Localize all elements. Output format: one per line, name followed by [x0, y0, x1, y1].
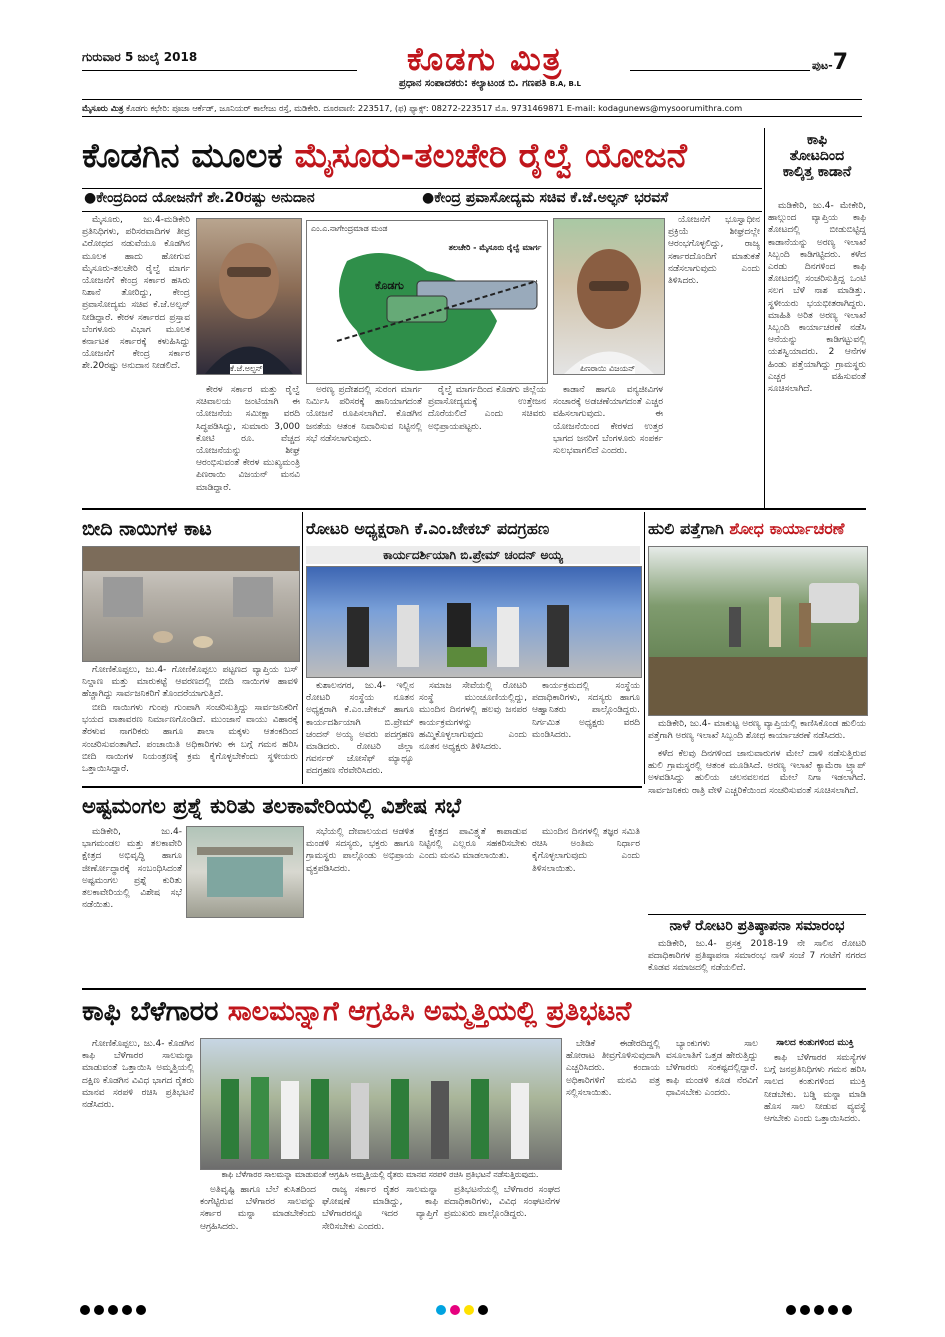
editor-line [355, 78, 625, 89]
page-number: 7 [832, 50, 849, 75]
coffee-col-1: ಗೋಣಿಕೊಪ್ಪಲು, ಜು.4- ಕೊಡಗಿನ ಕಾಫಿ ಬೆಳೆಗಾರರ ಸಾಲಮನ್ನಾ ಮಾಡುವಂತೆ ಒತ್ತಾಯಿಸಿ ಅಮ್ಮತ್ತಿಯಲ್ಲಿ ದಕ್ಷಿಣ ಕೊಡಗಿನ ವಿವಿಧ ಭಾಗದ ರೈತರು ಮಾನವ ಸರಪಳಿ ರಚಿಸಿ ಪ್ರತಿಭಟನೆ ನಡೆಸಿದರು. [82, 1039, 194, 1111]
tiger-search-photo-icon [649, 547, 867, 715]
sidebar-title-2: ತೋಟದಿಂದ [789, 148, 845, 164]
lead-photo-cm-caption: ಪಿಣರಾಯಿ ವಿಜಯನ್ [580, 364, 636, 373]
coffee-col-3: ರಾಜ್ಯ ಸರ್ಕಾರ ರೈತರ ಸಾಲಮನ್ನಾ ಘೋಷಣೆ ಮಾಡಿದ್ದು, ಕಾಫಿ ಬೆಳೆಗಾರರನ್ನೂ ಇದರ ವ್ಯಾಪ್ತಿಗೆ ಸೇರಿಸಬೇಕು ಎಂದರು. [322, 1185, 438, 1232]
tiger-photo [648, 546, 868, 716]
rule-after-row2 [82, 786, 642, 788]
ashtamangala-col-1: ಮಡಿಕೇರಿ, ಜು.4- ಭಾಗಮಂಡಲ ಮತ್ತು ತಲಕಾವೇರಿ ಕ್ಷೇತ್ರದ ಅಭಿವೃದ್ಧಿ ಹಾಗೂ ಜೀರ್ಣೋದ್ಧಾರಕ್ಕೆ ಸಂಬಂಧಿಸಿದಂತೆ ಅಷ್ಟಮಂಗಲ ಪ್ರಶ್ನೆ ಕುರಿತು ತಲಕಾವೇರಿಯಲ್ಲಿ ವಿಶೇಷ ಸಭೆ ನಡೆಯಿತು. [82, 827, 182, 911]
coffee-col-6: ಬ್ಯಾಂಕುಗಳು ಸಾಲ ವಸೂಲಾತಿಗೆ ಒತ್ತಡ ಹೇರುತ್ತಿದ್ದು ಬೆಳೆಗಾರರು ಸಂಕಷ್ಟದಲ್ಲಿದ್ದಾರೆ. ಕಾಫಿ ಮಂಡಳಿ ಕೂಡ ನೆರವಿಗೆ ಧಾವಿಸಬೇಕು ಎಂದರು. [666, 1039, 758, 1098]
registration-marks-right [786, 1300, 856, 1319]
cm-portrait-icon [554, 219, 664, 374]
ashtamangala-headline: ಅಷ್ಟಮಂಗಲ ಪ್ರಶ್ನೆ ಕುರಿತು ತಲಕಾವೇರಿಯಲ್ಲಿ ವಿಶೇಷ ಸಭೆ [82, 794, 462, 818]
coffee-col-7-head: ಸಾಲದ ಕಂತುಗಳಿಂದ ಮುಕ್ತಿ [776, 1038, 854, 1048]
dogs-photo-icon [83, 547, 299, 661]
paper-name: ಕೊಡಗು ಮಿತ್ರ [406, 40, 563, 78]
map-label-top: ಎಂ.ಎ.ನಾಗೇಂದ್ರಮಾಡ ಮಂಡ [311, 224, 388, 233]
rotary-col-2: ಸಮಾಜ ಸೇವೆಯಲ್ಲಿ ರೋಟರಿ ಸಂಸ್ಥೆ ಮುಂಚೂಣಿಯಲ್ಲಿದ್ದು, ಮುಂದಿನ ದಿನಗಳಲ್ಲಿ ಹಲವು ಜನಪರ ಕಾರ್ಯಕ್ರಮಗಳನ್ನು ಹಮ್ಮಿಕೊಳ್ಳಲಾಗುವುದು ಎಂದು ನೂತನ ಅಧ್ಯಕ್ಷರು ತಿಳಿಸಿದರು. [419, 681, 527, 753]
dogs-caption: ಗೋಣಿಕೊಪ್ಪಲು, ಜು.4- ಗೋಣಿಕೊಪ್ಪಲು ಪಟ್ಟಣದ ವ್ಯಾಪ್ತಿಯ ಬಸ್ ನಿಲ್ದಾಣ ಮತ್ತು ಮಾರುಕಟ್ಟೆ ಆವರಣದಲ್ಲಿ ಬೀದಿ ನಾಯಿಗಳ ಹಾವಳಿ ಹೆಚ್ಚಾಗಿದ್ದು ಸಾರ್ವಜನಿಕರಿಗೆ ತೊಂದರೆಯಾಗುತ್ತಿದೆ. [82, 665, 298, 700]
sidebar-title-3: ಕಾಲ್ಕಿತ್ತ ಕಾಡಾನೆ [782, 164, 852, 180]
registration-marks-center [436, 1300, 492, 1319]
address-bar [82, 99, 862, 117]
coffee-col-2: ಅತಿವೃಷ್ಟಿ ಹಾಗೂ ಬೆಲೆ ಕುಸಿತದಿಂದ ಕಂಗೆಟ್ಟಿರುವ ಬೆಳೆಗಾರರ ಸಾಲವನ್ನು ಸರ್ಕಾರ ಮನ್ನಾ ಮಾಡಬೇಕೆಂದು ಆಗ್ರಹಿಸಿದರು. [200, 1185, 316, 1232]
lead-col-2: ಕೇರಳ ಸರ್ಕಾರ ಮತ್ತು ರೈಲ್ವೆ ಸಚಿವಾಲಯ ಜಂಟಿಯಾಗಿ ಈ ಯೋಜನೆಯ ಸಮೀಕ್ಷಾ ವರದಿ ಸಿದ್ಧಪಡಿಸಿದ್ದು, ಸುಮಾರು 3,000 ಕೋಟಿ ರೂ. ವೆಚ್ಚದ ಯೋಜನೆಯನ್ನು ಶೀಘ್ರ ಆರಂಭಿಸುವಂತೆ ಕೇರಳ ಮುಖ್ಯಮಂತ್ರಿ ಪಿಣರಾಯಿ ವಿಜಯನ್ ಮನವಿ ಮಾಡಿದ್ದಾರೆ. [196, 385, 300, 493]
sidebar-body: ಮಡಿಕೇರಿ, ಜು.4- ಮೇಕೇರಿ, ಹಾಲ್ಗುಂದ ವ್ಯಾಪ್ತಿಯ ಕಾಫಿ ತೋಟದಲ್ಲಿ ಬೀಡುಬಿಟ್ಟಿದ್ದ ಕಾಡಾನೆಯನ್ನು ಅರಣ್ಯ ಇಲಾಖೆ ಸಿಬ್ಬಂದಿ ಕಾಡಿಗಟ್ಟಿದರು. ಕಳೆದ ಎರಡು ದಿನಗಳಿಂದ ಕಾಫಿ ತೋಟದಲ್ಲಿ ಸಂಚರಿಸುತ್ತಿದ್ದ ಒಂಟಿ ಸಲಗ ಬೆಳೆ ನಾಶ ಮಾಡಿತ್ತು. ಸ್ಥಳೀಯರು ಭಯಭೀತರಾಗಿದ್ದರು. ಮಾಹಿತಿ ಅರಿತ ಅರಣ್ಯ ಇಲಾಖೆ ಸಿಬ್ಬಂದಿ ಕಾರ್ಯಾಚರಣೆ ನಡೆಸಿ ಆನೆಯನ್ನು ಕಾಡಿಗಟ್ಟುವಲ್ಲಿ ಯಶಸ್ವಿಯಾದರು. 2 ಆನೆಗಳ ಹಿಂಡು ಪತ್ತೆಯಾಗಿದ್ದು ಗ್ರಾಮಸ್ಥರು ಎಚ್ಚರ ವಹಿಸುವಂತೆ ಸೂಚಿಸಲಾಗಿದೆ. [768, 201, 866, 395]
dogs-headline: ಬೀದಿ ನಾಯಿಗಳ ಕಾಟ [82, 518, 212, 540]
ashtamangala-col-3: ಕ್ಷೇತ್ರದ ಪಾವಿತ್ರ್ಯತೆ ಕಾಪಾಡುವ ನಿಟ್ಟಿನಲ್ಲಿ ಎಲ್ಲರೂ ಸಹಕರಿಸಬೇಕು ಎಂದು ಮನವಿ ಮಾಡಲಾಯಿತು. [419, 827, 527, 862]
temple-tank-photo-icon [187, 827, 303, 917]
registration-marks-left [80, 1300, 150, 1319]
sidebar-divider [764, 128, 765, 508]
coffee-headline-black: ಕಾಫಿ ಬೆಳೆಗಾರರ [82, 996, 219, 1027]
coffee-photo [200, 1038, 562, 1170]
lead-col-6: ಯೋಜನೆಗೆ ಭೂಸ್ವಾಧೀನ ಪ್ರಕ್ರಿಯೆ ಶೀಘ್ರದಲ್ಲೇ ಆರಂಭಗೊಳ್ಳಲಿದ್ದು, ರಾಜ್ಯ ಸರ್ಕಾರದೊಂದಿಗೆ ಮಾತುಕತೆ ನಡೆಸಲಾಗುವುದು ಎಂದು ತಿಳಿಸಿದರು. [668, 215, 760, 287]
rotary-subheadline: ಕಾರ್ಯದರ್ಶಿಯಾಗಿ ಬಿ.ಪ್ರೇಮ್ ಚಂದನ್ ಅಯ್ಯ [306, 546, 640, 564]
masthead-rule-right [630, 70, 810, 71]
masthead-date: ಗುರುವಾರ 5 ಜುಲೈ 2018 [82, 50, 198, 64]
lead-sub-2: ●ಕೇಂದ್ರ ಪ್ರವಾಸೋದ್ಯಮ ಸಚಿವ ಕೆ.ಜೆ.ಅಲ್ಫನ್ ಭರವಸೆ [422, 190, 669, 206]
lead-col-5: ಕಾಡಾನೆ ಹಾಗೂ ವನ್ಯಜೀವಿಗಳ ಸಂಚಾರಕ್ಕೆ ಅಡಚಣೆಯಾಗದಂತೆ ಎಚ್ಚರ ವಹಿಸಲಾಗುವುದು. ಈ ಯೋಜನೆಯಿಂದ ಕೇರಳದ ಉತ್ತರ ಭಾಗದ ಜನರಿಗೆ ಬೆಂಗಳೂರು ಸಂಪರ್ಕ ಸುಲಭವಾಗಲಿದೆ ಎಂದರು. [553, 385, 663, 457]
lead-headline-red: ಮೈಸೂರು-ತಲಚೇರಿ ರೈಲ್ವೆ ಯೋಜನೆ [294, 136, 687, 176]
tiger-headline [648, 514, 866, 544]
tiger-headline-red: ಶೋಧ ಕಾರ್ಯಾಚರಣೆ [729, 519, 845, 538]
coffee-headline [82, 992, 866, 1032]
lead-col-4: ರೈಲ್ವೆ ಮಾರ್ಗದಿಂದ ಕೊಡಗು ಜಿಲ್ಲೆಯ ಪ್ರವಾಸೋದ್ಯಮಕ್ಕೆ ಉತ್ತೇಜನ ದೊರೆಯಲಿದೆ ಎಂದು ಸಚಿವರು ಅಭಿಪ್ರಾಯಪಟ್ಟರು. [428, 385, 546, 432]
rotary-photo-icon [307, 567, 641, 677]
rule-before-coffee [82, 988, 866, 990]
rotary-photo [306, 566, 642, 678]
coffee-photo-caption: ಕಾಫಿ ಬೆಳೆಗಾರರ ಸಾಲಮನ್ನಾ ಮಾಡುವಂತೆ ಆಗ್ರಹಿಸಿ ಅಮ್ಮತ್ತಿಯಲ್ಲಿ ರೈತರು ಮಾನವ ಸರಪಳಿ ರಚಿಸಿ ಪ್ರತಿಭಟನೆ ನಡೆಸುತ್ತಿರುವುದು. [200, 1170, 560, 1180]
lead-photo-minister [196, 218, 302, 375]
ashtamangala-photo [186, 826, 304, 918]
divider-rotary-tiger [644, 512, 645, 784]
coffee-col-7: ಕಾಫಿ ಬೆಳೆಗಾರರ ಸಮಸ್ಯೆಗಳ ಬಗ್ಗೆ ಜನಪ್ರತಿನಿಧಿಗಳು ಗಮನ ಹರಿಸಿ ಸಾಲದ ಕಂತುಗಳಿಂದ ಮುಕ್ತಿ ನೀಡಬೇಕು. ಬಡ್ಡಿ ಮನ್ನಾ ಮಾಡಿ ಹೊಸ ಸಾಲ ನೀಡುವ ವ್ಯವಸ್ಥೆ ಆಗಬೇಕು ಎಂದು ಒತ್ತಾಯಿಸಿದರು. [764, 1053, 866, 1125]
editor-name: ಪ್ರಧಾನ ಸಂಪಾದಕರು: ಕಲ್ಯಾಟಂಡ ಬಿ. ಗಣಪತಿ [399, 78, 547, 89]
tiger-caption: ಮಡಿಕೇರಿ, ಜು.4- ಮಾಕುಟ್ಟ ಅರಣ್ಯ ವ್ಯಾಪ್ತಿಯಲ್ಲಿ ಕಾಣಿಸಿಕೊಂಡ ಹುಲಿಯ ಪತ್ತೆಗಾಗಿ ಅರಣ್ಯ ಇಲಾಖೆ ಸಿಬ್ಬಂದಿ ಶೋಧ ಕಾರ್ಯಾಚರಣೆ ನಡೆಸಿದರು. [648, 719, 866, 742]
coffee-col-4: ಪ್ರತಿಭಟನೆಯಲ್ಲಿ ಬೆಳೆಗಾರರ ಸಂಘದ ಪದಾಧಿಕಾರಿಗಳು, ವಿವಿಧ ಸಂಘಟನೆಗಳ ಪ್ರಮುಖರು ಪಾಲ್ಗೊಂಡಿದ್ದರು. [444, 1185, 560, 1220]
ashtamangala-col-2: ಸಭೆಯಲ್ಲಿ ದೇವಾಲಯದ ಆಡಳಿತ ಮಂಡಳಿ ಸದಸ್ಯರು, ಭಕ್ತರು ಹಾಗೂ ಗ್ರಾಮಸ್ಥರು ಪಾಲ್ಗೊಂಡು ಅಭಿಪ್ರಾಯ ವ್ಯಕ್ತಪಡಿಸಿದರು. [306, 827, 414, 874]
rotary-headline: ರೋಟರಿ ಅಧ್ಯಕ್ಷರಾಗಿ ಕೆ.ಎಂ.ಜೇಕಬ್ ಪದಗ್ರಹಣ [306, 519, 550, 538]
lead-subheadlines [82, 188, 762, 212]
coffee-headline-red: ಸಾಲಮನ್ನಾಗೆ ಆಗ್ರಹಿಸಿ ಅಮ್ಮತ್ತಿಯಲ್ಲಿ ಪ್ರತಿಭಟನೆ [227, 996, 632, 1027]
lead-photo-cm [553, 218, 665, 375]
rotary-notice-body: ಮಡಿಕೇರಿ, ಜು.4- ಪ್ರಸಕ್ತ 2018-19 ನೇ ಸಾಲಿನ ರೋಟರಿ ಪದಾಧಿಕಾರಿಗಳ ಪ್ರತಿಷ್ಠಾಪನಾ ಸಮಾರಂಭ ನಾಳೆ ಸಂಜೆ 7 ಗಂಟೆಗೆ ನಗರದ ಕೊಡವ ಸಮಾಜದಲ್ಲಿ ನಡೆಯಲಿದೆ. [648, 939, 866, 974]
ashtamangala-col-4: ಮುಂದಿನ ದಿನಗಳಲ್ಲಿ ತಜ್ಞರ ಸಮಿತಿ ರಚಿಸಿ ಅಂತಿಮ ನಿರ್ಧಾರ ಕೈಗೊಳ್ಳಲಾಗುವುದು ಎಂದು ತಿಳಿಸಲಾಯಿತು. [532, 827, 640, 874]
dogs-body: ಬೀದಿ ನಾಯಿಗಳು ಗುಂಪು ಗುಂಪಾಗಿ ಸಂಚರಿಸುತ್ತಿದ್ದು ಸಾರ್ವಜನಿಕರಿಗೆ ಭಯದ ವಾತಾವರಣ ನಿರ್ಮಾಣಗೊಂಡಿದೆ. ಮುಂಜಾನೆ ವಾಯು ವಿಹಾರಕ್ಕೆ ತೆರಳುವ ನಾಗರಿಕರು ಹಾಗೂ ಶಾಲಾ ಮಕ್ಕಳು ಆತಂಕದಿಂದ ಸಂಚರಿಸುವಂತಾಗಿದೆ. ಪಂಚಾಯಿತಿ ಅಧಿಕಾರಿಗಳು ಈ ಬಗ್ಗೆ ಗಮನ ಹರಿಸಿ ಬೀದಿ ನಾಯಿಗಳ ನಿಯಂತ್ರಣಕ್ಕೆ ಕ್ರಮ ಕೈಗೊಳ್ಳಬೇಕೆಂದು ಸ್ಥಳೀಯರು ಒತ್ತಾಯಿಸಿದ್ದಾರೆ. [82, 703, 298, 775]
divider-dogs-rotary [302, 512, 303, 784]
lead-col-3: ಅರಣ್ಯ ಪ್ರದೇಶದಲ್ಲಿ ಸುರಂಗ ಮಾರ್ಗ ನಿರ್ಮಿಸಿ ಪರಿಸರಕ್ಕೆ ಹಾನಿಯಾಗದಂತೆ ಯೋಜನೆ ರೂಪಿಸಲಾಗಿದೆ. ಕೊಡಗಿನ ಜನತೆಯ ಆತಂಕ ನಿವಾರಿಸುವ ನಿಟ್ಟಿನಲ್ಲಿ ಸಭೆ ನಡೆಸಲಾಗುವುದು. [306, 385, 422, 444]
protest-photo-icon [201, 1039, 561, 1169]
address-brand: ಮೈಸೂರು ಮಿತ್ರ [82, 103, 124, 113]
rule-after-lead [82, 508, 866, 510]
rotary-col-3: ಕಾರ್ಯಕ್ರಮದಲ್ಲಿ ಸಂಸ್ಥೆಯ ಪದಾಧಿಕಾರಿಗಳು, ಸದಸ್ಯರು ಹಾಗೂ ಆಹ್ವಾನಿತರು ಪಾಲ್ಗೊಂಡಿದ್ದರು. ನಿರ್ಗಮಿತ ಅಧ್ಯಕ್ಷರು ವರದಿ ಮಂಡಿಸಿದರು. [532, 681, 640, 740]
masthead-rule-left [82, 70, 357, 71]
coffee-col-5: ಬೇಡಿಕೆ ಈಡೇರದಿದ್ದಲ್ಲಿ ಹೋರಾಟ ತೀವ್ರಗೊಳಿಸುವುದಾಗಿ ಎಚ್ಚರಿಸಿದರು. ಕಂದಾಯ ಅಧಿಕಾರಿಗಳಿಗೆ ಮನವಿ ಪತ್ರ ಸಲ್ಲಿಸಲಾಯಿತು. [566, 1039, 660, 1098]
minister-portrait-icon [197, 219, 301, 374]
editor-degree: B.A, B.L [549, 80, 581, 88]
address-text: ಕೊಡಗು ಕಛೇರಿ: ಪೂಜಾ ಆರ್ಕೆಡ್, ಜೂನಿಯರ್ ಕಾಲೇಜು ರಸ್ತೆ, ಮಡಿಕೇರಿ. ದೂರವಾಣಿ: 223517, (ಫ) ಫ್ಯಾಕ್ಸ್: 08272-223517 ಮೊ. 9731469871 E-mail: kodagunews@mysoorumithra.com [126, 103, 743, 113]
lead-col-1: ಮೈಸೂರು, ಜು.4-ಮಡಿಕೇರಿ ಪ್ರತಿನಿಧಿಗಳು, ಪರಿಸರವಾದಿಗಳ ತೀವ್ರ ವಿರೋಧದ ನಡುವೆಯೂ ಕೊಡಗಿನ ಮೂಲಕ ಹಾದು ಹೋಗುವ ಮೈಸೂರು-ತಲಚೇರಿ ರೈಲ್ವೆ ಮಾರ್ಗ ಯೋಜನೆಗೆ ಕೇಂದ್ರ ಸರ್ಕಾರ ಹಸಿರು ನಿಶಾನೆ ತೋರಿದ್ದು, ಕೇಂದ್ರ ಪ್ರವಾಸೋದ್ಯಮ ಸಚಿವ ಕೆ.ಜೆ.ಅಲ್ಫನ್ ನೀಡಿದ್ದಾರೆ. ಕೇರಳ ಸರ್ಕಾರದ ಪ್ರಸ್ತಾವ ಬೆಂಗಳೂರು ವಿಭಾಗ ಮೂಲಕ ಕರ್ನಾಟಕ ಸರ್ಕಾರಕ್ಕೆ ಕಳುಹಿಸಿದ್ದು ಯೋಜನೆಗೆ ಕೇಂದ್ರ ಸರ್ಕಾರ ಶೇ.20ರಷ್ಟು ಅನುದಾನ ನೀಡಲಿದೆ. [82, 215, 190, 372]
lead-map-cartoon [306, 220, 548, 384]
lead-photo-minister-caption: ಕೆ.ಜೆ.ಅಲ್ಫನ್ [230, 364, 263, 373]
lead-headline [82, 132, 762, 180]
sidebar-title-1: ಕಾಫಿ [806, 132, 828, 148]
rotary-col-1: ಕುಶಾಲನಗರ, ಜು.4- ಇಲ್ಲಿನ ರೋಟರಿ ಸಂಸ್ಥೆಯ ನೂತನ ಅಧ್ಯಕ್ಷರಾಗಿ ಕೆ.ಎಂ.ಜೇಕಬ್ ಹಾಗೂ ಕಾರ್ಯದರ್ಶಿಯಾಗಿ ಬಿ.ಪ್ರೇಮ್ ಚಂದನ್ ಅಯ್ಯ ಅವರು ಪದಗ್ರಹಣ ಮಾಡಿದರು. ರೋಟರಿ ಜಿಲ್ಲಾ ಗವರ್ನರ್ ಜೋಸೆಫ್ ಮ್ಯಾಥ್ಯೂ ಪದಗ್ರಹಣ ನೆರವೇರಿಸಿದರು. [306, 681, 414, 777]
map-label-region: ಕೊಡಗು [375, 279, 404, 292]
sidebar-title [768, 132, 866, 180]
map-label-route: ತಲಚೇರಿ - ಮೈಸೂರು ರೈಲ್ವೆ ಮಾರ್ಗ [448, 243, 542, 252]
tiger-headline-black: ಹುಲಿ ಪತ್ತೆಗಾಗಿ [648, 519, 724, 538]
rotary-notice-title: ನಾಳೆ ರೋಟರಿ ಪ್ರತಿಷ್ಠಾಪನಾ ಸಮಾರಂಭ [648, 914, 866, 934]
page-label: ಪುಟ- [812, 59, 833, 72]
lead-headline-black: ಕೊಡಗಿನ ಮೂಲಕ [82, 136, 283, 176]
page-number-box [812, 50, 848, 75]
lead-sub-1: ●ಕೇಂದ್ರದಿಂದ ಯೋಜನೆಗೆ ಶೇ.20ರಷ್ಟು ಅನುದಾನ [84, 190, 315, 206]
tiger-body: ಕಳೆದ ಕೆಲವು ದಿನಗಳಿಂದ ಜಾನುವಾರುಗಳ ಮೇಲೆ ದಾಳಿ ನಡೆಸುತ್ತಿರುವ ಹುಲಿ ಗ್ರಾಮಸ್ಥರಲ್ಲಿ ಆತಂಕ ಮೂಡಿಸಿದೆ. ಅರಣ್ಯ ಇಲಾಖೆ ಕ್ಯಾಮೆರಾ ಟ್ರ್ಯಾಪ್ ಅಳವಡಿಸಿದ್ದು ಹುಲಿಯ ಚಲನವಲನದ ಮೇಲೆ ನಿಗಾ ಇಡಲಾಗಿದೆ. ಸಾರ್ವಜನಿಕರು ರಾತ್ರಿ ವೇಳೆ ಎಚ್ಚರಿಕೆಯಿಂದ ಸಂಚರಿಸುವಂತೆ ಸೂಚಿಸಲಾಗಿದೆ. [648, 749, 866, 796]
dogs-photo [82, 546, 300, 662]
